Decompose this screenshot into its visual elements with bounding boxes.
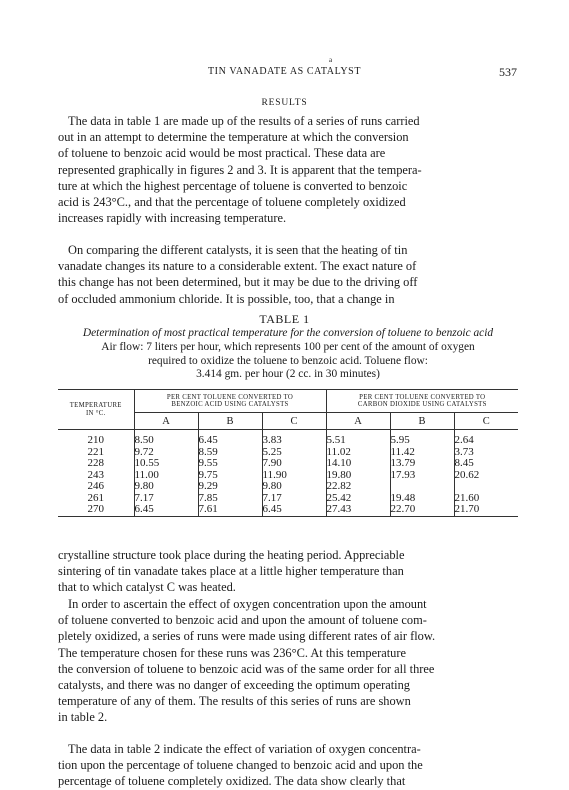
cell-value <box>454 481 518 493</box>
table-row <box>58 458 518 470</box>
text-line: On comparing the different catalysts, it is seen that the heating of tin <box>68 243 408 257</box>
column-header-catalyst: A <box>134 413 198 430</box>
cell-temperature: 221 <box>87 445 104 458</box>
cell-value: 7.61 <box>198 504 262 516</box>
text-line: of occluded ammonium chloride. It is possible, too, that a change in <box>58 291 395 306</box>
text-line: In order to ascertain the effect of oxygen concentration upon the amount <box>68 597 427 611</box>
cell-value: 11.00 <box>134 470 198 482</box>
text-line: acid is 243°C., and that the percentage of toluene completely oxidized <box>58 194 406 209</box>
cell-value <box>390 481 454 493</box>
paragraph-results-intro <box>58 113 518 226</box>
running-head-title: TIN VANADATE AS CATALYST <box>207 66 362 77</box>
text-line: in table 2. <box>58 710 108 725</box>
cell-value: 17.93 <box>390 470 454 482</box>
cell-value: 10.55 <box>134 458 198 470</box>
cell-value: 2.64 <box>454 435 518 447</box>
text-line: out in an attempt to determine the temperature at which the conversion <box>58 130 409 145</box>
cell-value: 22.82 <box>326 481 390 493</box>
text-line: catalysts, and there was no danger of exceeding the optimum operating <box>58 677 410 692</box>
text-line: increases rapidly with increasing temperature. <box>58 211 287 226</box>
running-head <box>52 56 517 82</box>
cell-temperature: 270 <box>58 504 134 516</box>
header-text: PER CENT TOLUENE CONVERTED TO <box>166 393 294 401</box>
cell-value: 19.48 <box>390 493 454 505</box>
column-header-catalyst: B <box>390 413 454 430</box>
cell-temperature: 243 <box>87 468 104 481</box>
cell-value: 9.80 <box>262 481 326 493</box>
cell-value: 8.59 <box>198 447 262 459</box>
cell-value: 7.17 <box>262 493 326 505</box>
text-line: of toluene converted to benzoic acid and upon the amount of toluene com- <box>58 613 427 628</box>
paragraph-catalyst-comparison <box>58 242 518 307</box>
header-text: IN °C. <box>85 409 106 417</box>
text-line: The data in table 2 indicate the effect of variation of oxygen concentra- <box>68 742 421 756</box>
section-heading: RESULTS <box>261 98 308 108</box>
cell-value: 6.45 <box>134 504 198 516</box>
column-header-catalyst: C <box>454 413 518 430</box>
cell-value: 8.50 <box>134 435 198 447</box>
text-line: temperature of any of them. The results of this series of runs are shown <box>58 694 411 709</box>
cell-value: 5.25 <box>262 447 326 459</box>
cell-value: 11.90 <box>262 470 326 482</box>
cell-value: 9.55 <box>198 458 262 470</box>
text-line: crystalline structure took place during the heating period. Appreciable <box>58 548 405 562</box>
column-header-catalyst: B <box>198 413 262 430</box>
text-line: sintering of tin vanadate takes place at a little higher temperature than <box>58 564 404 579</box>
table-row <box>58 435 518 447</box>
table-header-row <box>58 390 518 413</box>
cell-value: 7.17 <box>134 493 198 505</box>
text-line: percentage of toluene completely oxidized. The data show clearly that <box>58 774 406 789</box>
table-row <box>58 493 518 505</box>
cell-temperature: 261 <box>87 491 104 504</box>
paragraph-table-2-discussion <box>58 741 518 790</box>
cell-value: 21.70 <box>454 504 518 516</box>
header-text: PER CENT TOLUENE CONVERTED TO <box>359 393 486 401</box>
cell-value: 11.02 <box>326 447 390 459</box>
cell-value: 8.45 <box>454 458 518 470</box>
table-note-line: Air flow: 7 liters per hour, which represents 100 per cent of the amount of oxygen <box>101 341 475 353</box>
paragraph-sintering <box>58 547 518 596</box>
text-line: pletely oxidized, a series of runs were made using different rates of air flow. <box>58 629 436 644</box>
text-line: that to which catalyst C was heated. <box>58 580 236 595</box>
cell-value: 13.79 <box>390 458 454 470</box>
column-header-temperature <box>58 390 134 430</box>
cell-value: 19.80 <box>326 470 390 482</box>
cell-value: 22.70 <box>390 504 454 516</box>
text-line: represented graphically in figures 2 and 3. It is apparent that the tempera- <box>58 162 422 177</box>
header-text: BENZOIC ACID USING CATALYSTS <box>171 401 289 408</box>
column-group-benzoic-acid <box>134 390 326 413</box>
cell-temperature: 246 <box>87 480 104 492</box>
cell-value: 21.60 <box>454 493 518 505</box>
table-note-line: 3.414 gm. per hour (2 cc. in 30 minutes) <box>196 368 380 380</box>
cell-temperature: 228 <box>87 457 104 469</box>
table-row <box>58 447 518 459</box>
table-row <box>58 481 518 493</box>
cell-value: 6.45 <box>262 504 326 516</box>
cell-value: 9.80 <box>134 481 198 493</box>
cell-value: 9.72 <box>134 447 198 459</box>
cell-value: 6.45 <box>198 435 262 447</box>
cell-value: 20.62 <box>454 470 518 482</box>
table-note <box>58 341 518 382</box>
text-line: of toluene to benzoic acid would be most practical. These data are <box>58 146 386 161</box>
cell-value: 9.75 <box>198 470 262 482</box>
table-label: TABLE 1 <box>259 312 310 326</box>
text-line: The temperature chosen for these runs was 236°C. At this temperature <box>58 645 407 660</box>
data-table <box>58 389 518 517</box>
cell-value: 27.43 <box>326 504 390 516</box>
column-group-carbon-dioxide <box>326 390 518 413</box>
header-text: CARBON DIOXIDE USING CATALYSTS <box>357 401 487 408</box>
cell-value: 7.85 <box>198 493 262 505</box>
cell-temperature: 210 <box>87 434 104 446</box>
stray-mark: a <box>329 56 333 64</box>
cell-value: 5.51 <box>326 435 390 447</box>
text-line: ture at which the highest percentage of toluene is converted to benzoic <box>58 178 408 193</box>
text-line: vanadate changes its nature to a considerable extent. The exact nature of <box>58 259 417 274</box>
table-row <box>58 470 518 482</box>
cell-value: 7.90 <box>262 458 326 470</box>
header-text: TEMPERATURE <box>69 402 122 409</box>
paragraph-oxygen-concentration <box>58 596 518 726</box>
text-line: the conversion of toluene to benzoic acid was of the same order for all three <box>58 661 435 676</box>
cell-value: 3.83 <box>262 435 326 447</box>
text-line: this change has not been determined, but it may be due to the driving off <box>58 275 418 290</box>
cell-value: 14.10 <box>326 458 390 470</box>
table-note-line: required to oxidize the toluene to benzoic acid. Toluene flow: <box>148 354 428 367</box>
table-row <box>58 504 518 516</box>
column-header-catalyst: C <box>262 413 326 430</box>
table-caption: Determination of most practical temperature for the conversion of toluene to benzoic acid <box>82 327 494 339</box>
cell-value: 25.42 <box>326 493 390 505</box>
cell-value: 11.42 <box>390 447 454 459</box>
text-line: tion upon the percentage of toluene changed to benzoic acid and upon the <box>58 758 423 773</box>
cell-value: 5.95 <box>390 435 454 447</box>
cell-value: 3.73 <box>454 447 518 459</box>
page-number: 537 <box>499 65 517 79</box>
column-header-catalyst: A <box>326 413 390 430</box>
text-line: The data in table 1 are made up of the results of a series of runs carried <box>68 114 420 128</box>
cell-value: 9.29 <box>198 481 262 493</box>
